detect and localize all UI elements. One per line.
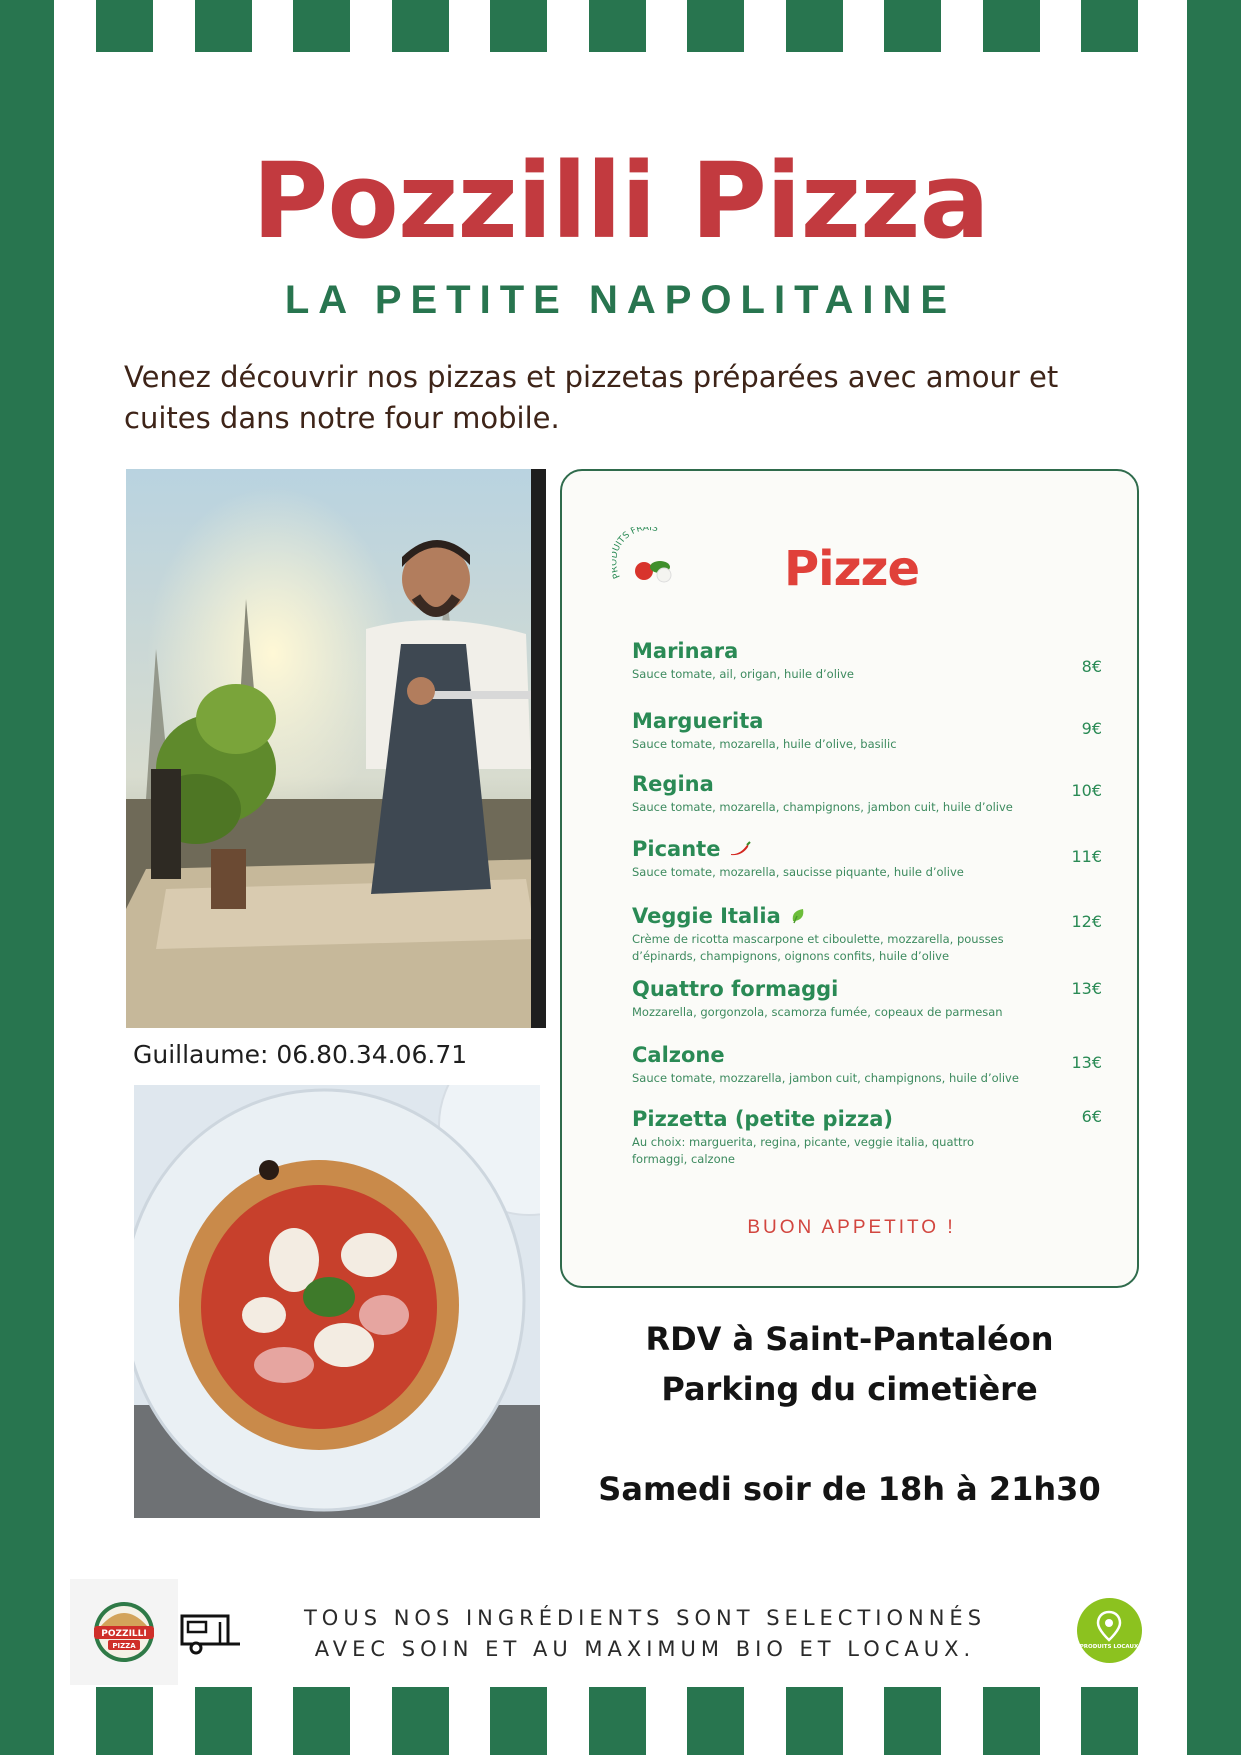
menu-item-price: 13€ bbox=[1071, 1053, 1102, 1072]
menu-item-desc: Sauce tomate, ail, origan, huile d’olive bbox=[632, 667, 854, 681]
footer-tagline bbox=[270, 1603, 1020, 1665]
leaf-icon bbox=[789, 907, 807, 925]
menu-item-name: Quattro formaggi bbox=[632, 977, 839, 1001]
stripe bbox=[1081, 1687, 1138, 1755]
menu-item-price: 13€ bbox=[1071, 979, 1102, 998]
stripe bbox=[490, 0, 547, 52]
chili-icon bbox=[728, 841, 752, 857]
local-products-text: PRODUITS LOCAUX bbox=[1079, 1644, 1139, 1650]
rdv-parking: Parking du cimetière bbox=[661, 1370, 1038, 1408]
pizza-photo bbox=[134, 1085, 540, 1518]
rdv-schedule: Samedi soir de 18h à 21h30 bbox=[598, 1470, 1101, 1508]
menu-item-desc: Sauce tomate, mozarella, saucisse piquante, huile d’olive bbox=[632, 865, 964, 879]
menu-item-name: Marguerita bbox=[632, 709, 764, 733]
menu-item bbox=[632, 709, 1102, 753]
menu-item-name: Pizzetta (petite pizza) bbox=[632, 1107, 893, 1131]
stripe bbox=[687, 1687, 744, 1755]
menu-item-desc: Au choix: marguerita, regina, picante, veggie italia, quattro formaggi, calzone bbox=[632, 1135, 975, 1166]
stripe bbox=[884, 1687, 941, 1755]
chef-photo bbox=[126, 469, 546, 1028]
rdv-location: RDV à Saint-Pantaléon bbox=[645, 1320, 1054, 1358]
menu-item-name: Regina bbox=[632, 772, 714, 796]
stripe bbox=[786, 0, 843, 52]
brand-logo-box bbox=[70, 1579, 178, 1685]
menu-item bbox=[632, 904, 1102, 965]
menu-item bbox=[632, 837, 1102, 881]
stripe bbox=[490, 1687, 547, 1755]
stripe bbox=[786, 1687, 843, 1755]
menu-item bbox=[632, 1043, 1102, 1087]
brand-logo-text: POZZILLI bbox=[101, 1629, 147, 1639]
location-pin-icon bbox=[1077, 1598, 1142, 1663]
menu-item-name: Calzone bbox=[632, 1043, 725, 1067]
top-stripe-band bbox=[96, 0, 1146, 52]
local-products-badge bbox=[1077, 1598, 1142, 1663]
stripe bbox=[983, 0, 1040, 52]
menu-item-desc: Crème de ricotta mascarpone et ciboulette, mozzarella, pousses d’épinards, champignons, oignons confits, huile d’olive bbox=[632, 932, 1004, 963]
fresh-products-text: P UITS FRAIS bbox=[612, 527, 659, 580]
brand-logo-subtext: PIZZA bbox=[112, 1642, 136, 1650]
stripe bbox=[589, 1687, 646, 1755]
footer-line-1: TOUS NOS INGRÉDIENTS SONT SELECTIONNÉS bbox=[303, 1606, 987, 1630]
menu-item-desc: Sauce tomate, mozarella, huile d’olive, basilic bbox=[632, 737, 897, 751]
stripe bbox=[1081, 0, 1138, 52]
menu-item bbox=[632, 1107, 1102, 1168]
right-green-border bbox=[1187, 0, 1241, 1755]
page-subtitle: LA PETITE NAPOLITAINE bbox=[284, 278, 957, 322]
intro-text: Venez découvrir nos pizzas et pizzetas préparées avec amour et cuites dans notre four mobile. bbox=[124, 360, 1059, 435]
menu-item-price: 10€ bbox=[1071, 781, 1102, 800]
stripe bbox=[195, 1687, 252, 1755]
menu-card bbox=[560, 469, 1139, 1288]
menu-item-price: 11€ bbox=[1071, 847, 1102, 866]
stripe bbox=[195, 0, 252, 52]
brand-logo bbox=[70, 1579, 178, 1685]
menu-item-desc: Sauce tomate, mozzarella, jambon cuit, champignons, huile d’olive bbox=[632, 1071, 1019, 1085]
left-green-border bbox=[0, 0, 54, 1755]
menu-item-desc: Mozzarella, gorgonzola, scamorza fumée, copeaux de parmesan bbox=[632, 1005, 1003, 1019]
menu-item-name: Marinara bbox=[632, 639, 739, 663]
stripe bbox=[884, 0, 941, 52]
menu-item bbox=[632, 639, 1102, 683]
menu-title: Pizze bbox=[783, 541, 920, 597]
menu-item-price: 6€ bbox=[1081, 1107, 1102, 1126]
stripe bbox=[293, 1687, 350, 1755]
contact-phone: Guillaume: 06.80.34.06.71 bbox=[133, 1040, 468, 1069]
menu-item-desc: Sauce tomate, mozarella, champignons, jambon cuit, huile d’olive bbox=[632, 800, 1013, 814]
stripe bbox=[96, 0, 153, 52]
bottom-stripe-band bbox=[96, 1687, 1146, 1755]
stripe bbox=[96, 1687, 153, 1755]
stripe bbox=[293, 0, 350, 52]
menu-item bbox=[632, 772, 1102, 816]
stripe bbox=[392, 1687, 449, 1755]
page-title: Pozzilli Pizza bbox=[252, 140, 989, 262]
menu-item-price: 12€ bbox=[1071, 912, 1102, 931]
food-truck-icon bbox=[176, 1608, 242, 1656]
menu-item-price: 9€ bbox=[1081, 719, 1102, 738]
stripe bbox=[687, 0, 744, 52]
stripe bbox=[983, 1687, 1040, 1755]
menu-item bbox=[632, 977, 1102, 1021]
menu-closing: BUON APPETITO ! bbox=[747, 1217, 956, 1238]
menu-item-name: Picante bbox=[632, 837, 721, 861]
menu-item-name: Veggie Italia bbox=[632, 904, 781, 928]
menu-item-price: 8€ bbox=[1081, 657, 1102, 676]
stripe bbox=[589, 0, 646, 52]
footer-line-2: AVEC SOIN ET AU MAXIMUM BIO ET LOCAUX. bbox=[314, 1637, 976, 1661]
stripe bbox=[392, 0, 449, 52]
